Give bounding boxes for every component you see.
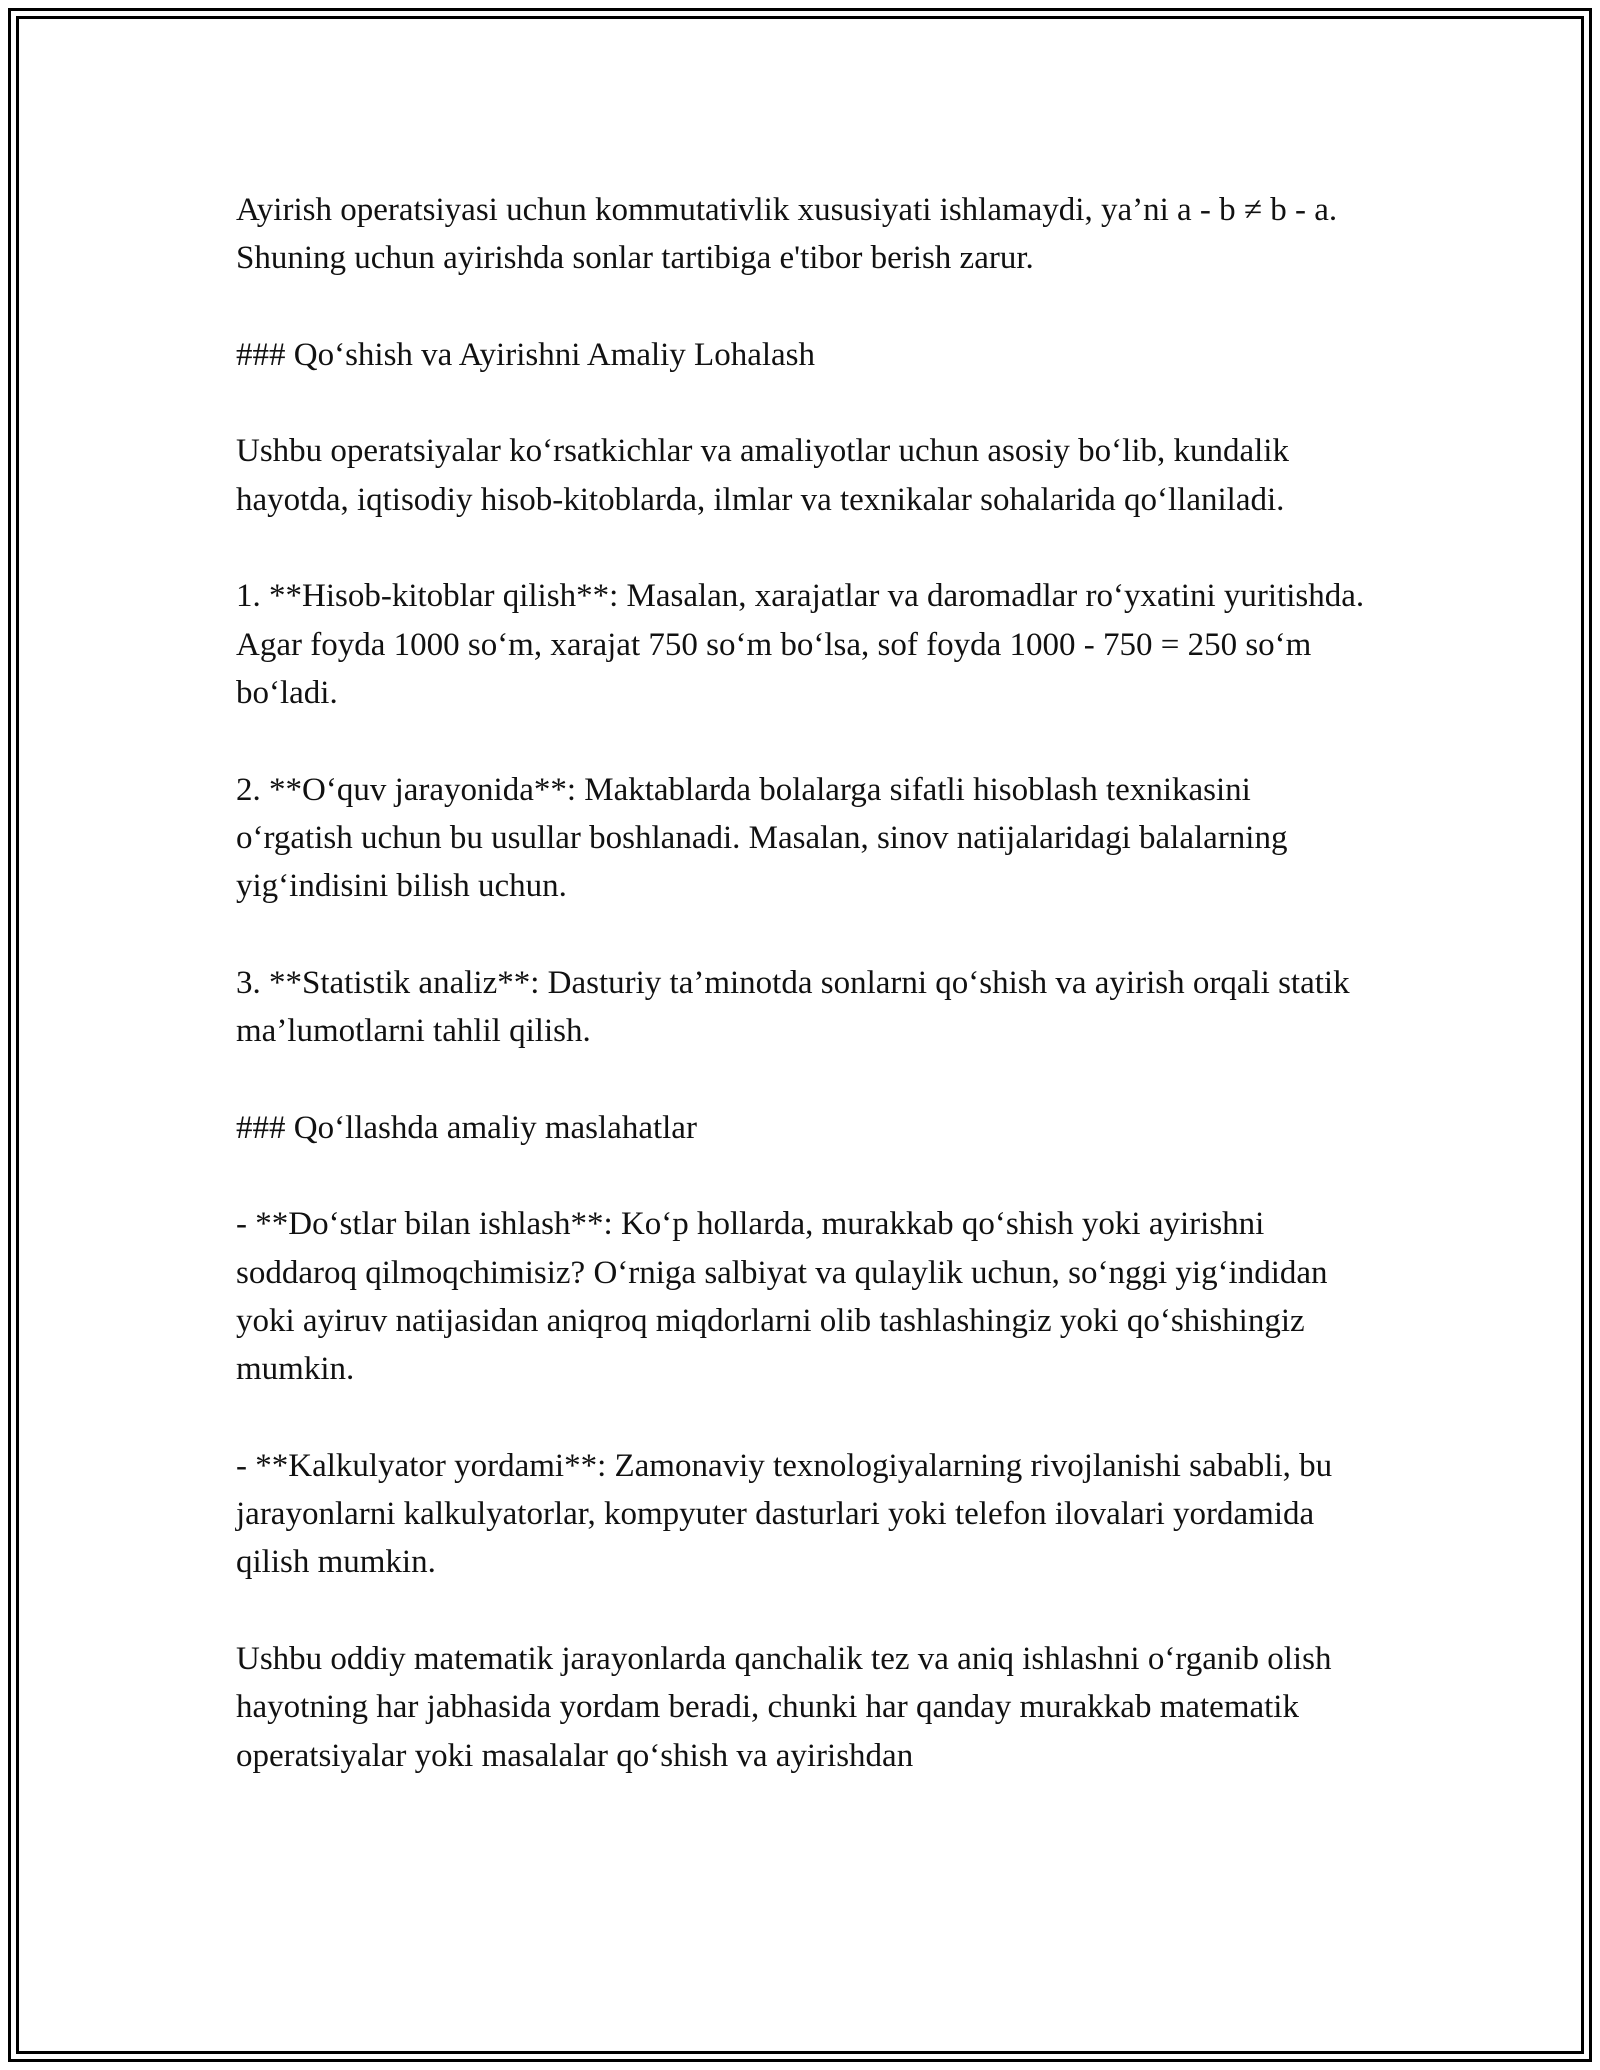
paragraph-intro-uses: Ushbu operatsiyalar ko‘rsatkichlar va amaliyotlar uchun asosiy bo‘lib, kundalik hayotda, iqtisodiy hisob-kitoblarda, ilmlar va texnikalar sohalarida qo‘llaniladi.: [236, 433, 1289, 518]
list-item-calculations: 1. **Hisob-kitoblar qilish**: Masalan, xarajatlar va daromadlar ro‘yxatini yuritishda. Agar foyda 1000 so‘m, xarajat 750 so‘m bo‘lsa, sof foyda 1000 - 750 = 250 so‘m bo‘ladi.: [236, 578, 1365, 711]
bullet-calculator-help: - **Kalkulyator yordami**: Zamonaviy texnologiyalarning rivojlanishi sababli, bu jarayonlarni kalkulyatorlar, kompyuter dasturlari yoki telefon ilovalari yordamida qilish mumkin.: [236, 1447, 1333, 1581]
list-item-education: 2. **O‘quv jarayonida**: Maktablarda bolalarga sifatli hisoblash texnikasini o‘rgatish uchun bu usullar boshlanadi. Masalan, sinov natijalaridagi balalarning yig‘indisini bilish uchun.: [236, 771, 1288, 905]
heading-practical-application: ### Qo‘shish va Ayirishni Amaliy Lohalash: [236, 336, 816, 373]
list-item-statistics: 3. **Statistik analiz**: Dasturiy ta’minotda sonlarni qo‘shish va ayirish orqali statik ma’lumotlarni tahlil qilish.: [236, 964, 1350, 1050]
bullet-working-with-friends: - **Do‘stlar bilan ishlash**: Ko‘p hollarda, murakkab qo‘shish yoki ayirishni soddaroq qilmoqchimisiz? O‘rniga salbiyat va qulaylik uchun, so‘nggi yig‘indidan yoki ayiruv natijasidan aniqroq miqdorlarni olib tashlashingiz yoki qo‘shishingiz mumkin.: [236, 1206, 1328, 1388]
paragraph-conclusion: Ushbu oddiy matematik jarayonlarda qanchalik tez va aniq ishlashni o‘rganib olish hayotning har jabhasida yordam beradi, chunki har qanday murakkab matematik operatsiyalar yoki masalalar qo‘shish va ayirishdan: [236, 1640, 1332, 1774]
document-body: [236, 186, 1366, 1780]
paragraph-commutativity: Ayirish operatsiyasi uchun kommutativlik xususiyati ishlamaydi, ya’ni a - b ≠ b - a. Shuning uchun ayirishda sonlar tartibiga e'tibor berish zarur.: [236, 192, 1338, 277]
heading-practical-tips: ### Qo‘llashda amaliy maslahatlar: [236, 1109, 697, 1146]
